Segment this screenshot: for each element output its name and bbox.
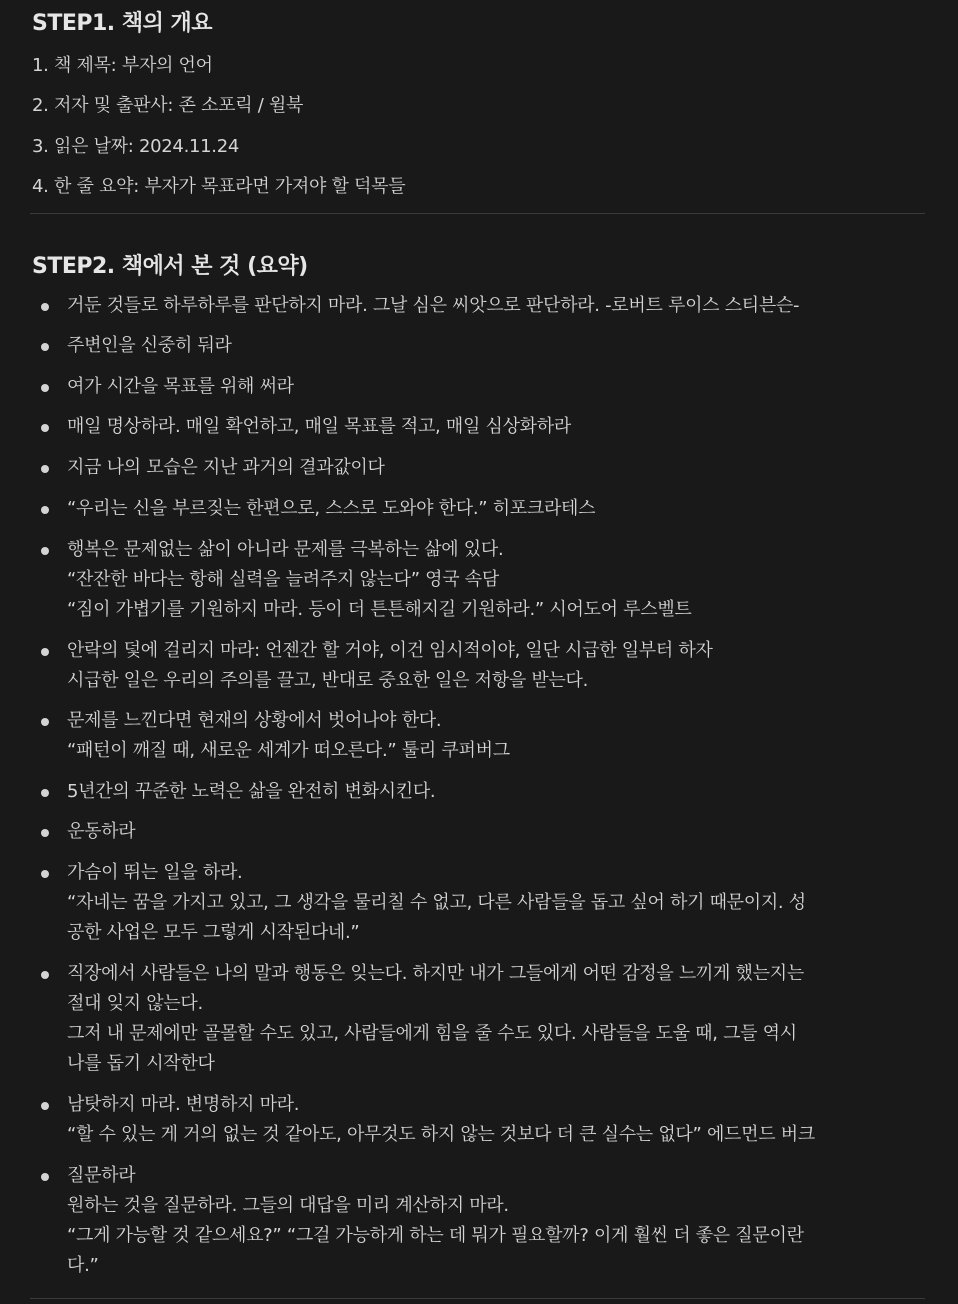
bullet-item-text: 안락의 덫에 걸리지 마라: 언젠간 할 거야, 이건 임시적이야, 일단 시급한 일부터 하자 xyxy=(67,640,713,661)
bullet-item-text: 문제를 느낀다면 현재의 상황에서 벗어나야 한다. xyxy=(67,710,442,731)
bullet-dot-icon xyxy=(41,870,49,878)
bullet-item-text: 질문하라 xyxy=(67,1165,136,1186)
bullet-dot-icon xyxy=(41,1102,49,1110)
bullet-dot-icon xyxy=(41,506,49,514)
bullet-item-continuation: “할 수 있는 게 거의 없는 것 같아도, 아무것도 하지 않는 것보다 더 큰 실수는 없다” 에드먼드 버크 xyxy=(67,1124,815,1145)
bullet-item-text: 지금 나의 모습은 지난 과거의 결과값이다 xyxy=(67,457,385,478)
bullet-item-text: 거둔 것들로 하루하루를 판단하지 마라. 그날 심은 씨앗으로 판단하라. -로버트 루이스 스티븐슨- xyxy=(67,295,800,316)
step1-heading: STEP1. 책의 개요 xyxy=(32,11,212,36)
bullet-item-continuation: “패턴이 깨질 때, 새로운 세계가 떠오른다.” 툴리 쿠퍼버그 xyxy=(67,740,510,761)
bullet-item-text: 직장에서 사람들은 나의 말과 행동은 잊는다. 하지만 내가 그들에게 어떤 감정을 느끼게 했는지는 xyxy=(67,963,804,984)
bullet-item-text: 남탓하지 마라. 변명하지 마라. xyxy=(67,1094,300,1115)
bullet-item-text: 매일 명상하라. 매일 확언하고, 매일 목표를 적고, 매일 심상화하라 xyxy=(67,416,571,437)
bullet-item-continuation: 다.” xyxy=(67,1255,99,1276)
bullet-item-continuation: 나를 돕기 시작한다 xyxy=(67,1053,215,1074)
bullet-dot-icon xyxy=(41,718,49,726)
bullet-dot-icon xyxy=(41,971,49,979)
step1-item-title: 1. 책 제목: 부자의 언어 xyxy=(32,55,213,76)
bullet-item-continuation: 공한 사업은 모두 그렇게 시작된다네.” xyxy=(67,922,360,943)
bullet-dot-icon xyxy=(41,1173,49,1181)
bullet-item-text: “우리는 신을 부르짖는 한편으로, 스스로 도와야 한다.” 히포크라테스 xyxy=(67,498,596,519)
bullet-item-continuation: 절대 잊지 않는다. xyxy=(67,993,203,1014)
bullet-item-text: 행복은 문제없는 삶이 아니라 문제를 극복하는 삶에 있다. xyxy=(67,539,504,560)
bullet-dot-icon xyxy=(41,424,49,432)
bullet-dot-icon xyxy=(41,343,49,351)
section-divider xyxy=(30,213,925,214)
step1-item-author: 2. 저자 및 출판사: 존 소포릭 / 윌북 xyxy=(32,95,304,116)
bullet-item-text: 5년간의 꾸준한 노력은 삶을 완전히 변화시킨다. xyxy=(67,781,436,802)
bullet-item-continuation: “잔잔한 바다는 항해 실력을 늘려주지 않는다” 영국 속담 xyxy=(67,569,499,590)
bottom-divider xyxy=(30,1298,925,1299)
bullet-item-continuation: 원하는 것을 질문하라. 그들의 대답을 미리 계산하지 마라. xyxy=(67,1195,509,1216)
bullet-dot-icon xyxy=(41,465,49,473)
bullet-dot-icon xyxy=(41,303,49,311)
step1-item-summary: 4. 한 줄 요약: 부자가 목표라면 가져야 할 덕목들 xyxy=(32,176,406,197)
bullet-dot-icon xyxy=(41,789,49,797)
step1-item-date: 3. 읽은 날짜: 2024.11.24 xyxy=(32,136,240,157)
bullet-item-continuation: “자네는 꿈을 가지고 있고, 그 생각을 물리칠 수 없고, 다른 사람들을 돕고 싶어 하기 때문이지. 성 xyxy=(67,892,806,913)
bullet-item-continuation: “짐이 가볍기를 기원하지 마라. 등이 더 튼튼해지길 기원하라.” 시어도어 루스벨트 xyxy=(67,599,692,620)
bullet-item-text: 가슴이 뛰는 일을 하라. xyxy=(67,862,243,883)
bullet-item-text: 운동하라 xyxy=(67,821,136,842)
bullet-dot-icon xyxy=(41,384,49,392)
bullet-dot-icon xyxy=(41,829,49,837)
bullet-item-text: 주변인을 신중히 둬라 xyxy=(67,335,232,356)
bullet-item-continuation: “그게 가능할 것 같으세요?” “그걸 가능하게 하는 데 뭐가 필요할까? 이게 훨씬 더 좋은 질문이란 xyxy=(67,1225,804,1246)
bullet-dot-icon xyxy=(41,547,49,555)
step2-heading: STEP2. 책에서 본 것 (요약) xyxy=(32,254,308,279)
bullet-item-continuation: 시급한 일은 우리의 주의를 끌고, 반대로 중요한 일은 저항을 받는다. xyxy=(67,670,589,691)
bullet-item-text: 여가 시간을 목표를 위해 써라 xyxy=(67,376,294,397)
bullet-dot-icon xyxy=(41,648,49,656)
bullet-item-continuation: 그저 내 문제에만 골몰할 수도 있고, 사람들에게 힘을 줄 수도 있다. 사람들을 도울 때, 그들 역시 xyxy=(67,1023,797,1044)
